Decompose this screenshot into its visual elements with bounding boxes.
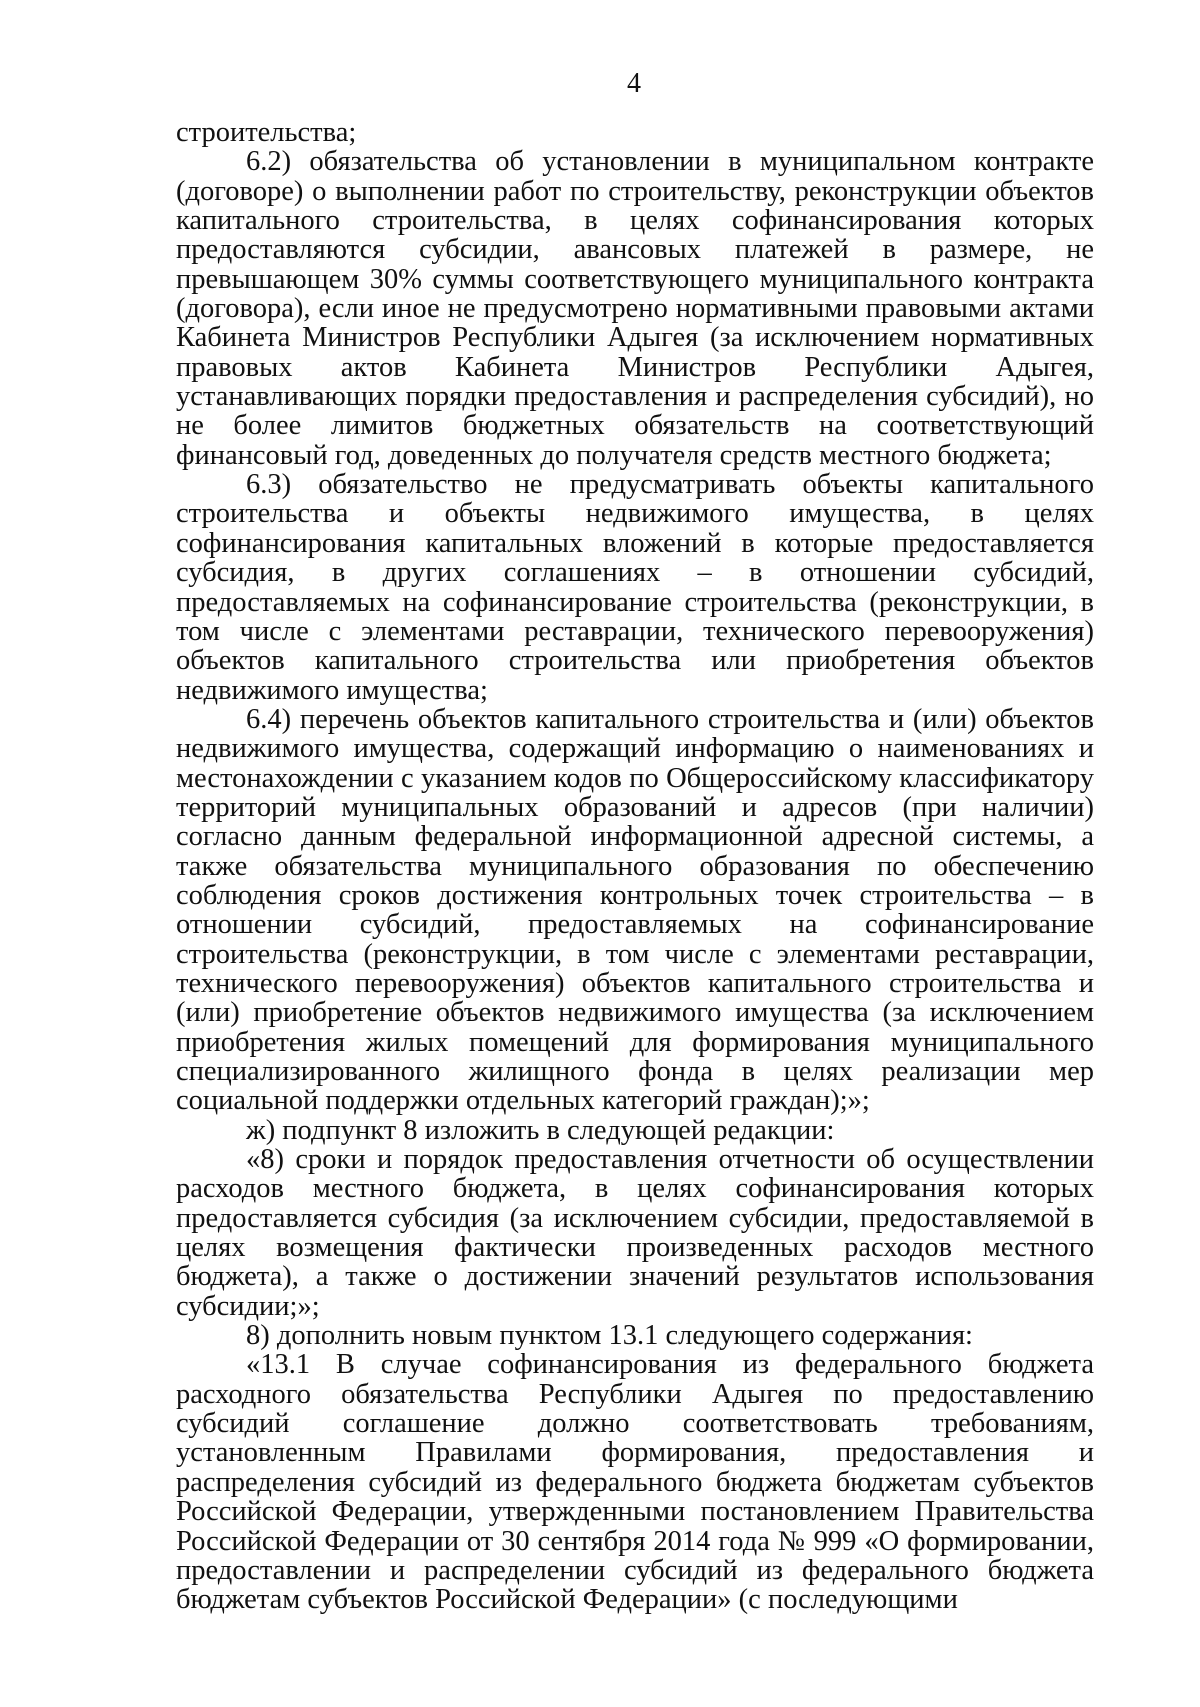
paragraph-1: строительства;: [176, 117, 357, 148]
paragraph-8-quote: «8) сроки и порядок предоставления отчетности об осуществлении расходов местного бюджета, в целях софинансирования которых предоставляется субсидия (за исключением субсидии, предоставляемой в целях возмещения фактически произведенных расходов местного бюджета), а также о достижении значений результатов использования субсидии;»;: [176, 1144, 1094, 1322]
paragraph-6-3: 6.3) обязательство не предусматривать объекты капитального строительства и объекты недвижимого имущества, в целях софинансирования капитальных вложений в которые предоставляется субсидия, в других соглашениях – в отношении субсидий, предоставляемых на софинансирование строительства (реконструкции, в том числе с элементами реставрации, технического перевооружения) объектов капитального строительства или приобретения объектов недвижимого имущества;: [176, 469, 1094, 706]
document-body: [176, 118, 1094, 1615]
paragraph-6-2: 6.2) обязательства об установлении в муниципальном контракте (договоре) о выполнении работ по строительству, реконструкции объектов капитального строительства, в целях софинансирования которых предоставляются субсидии, авансовых платежей в размере, не превышающем 30% суммы соответствующего муниципального контракта (договора), если иное не предусмотрено нормативными правовыми актами Кабинета Министров Республики Адыгея (за исключением нормативных правовых актов Кабинета Министров Республики Адыгея, устанавливающих порядки предоставления и распределения субсидий), но не более лимитов бюджетных обязательств на соответствующий финансовый год, доведенных до получателя средств местного бюджета;: [176, 146, 1094, 471]
page-number: 4: [627, 68, 641, 99]
paragraph-6-4: 6.4) перечень объектов капитального строительства и (или) объектов недвижимого имущества, содержащий информацию о наименованиях и местонахождении с указанием кодов по Общероссийскому классификатору территорий муниципальных образований и адресов (при наличии) согласно данным федеральной информационной адресной системы, а также обязательства муниципального образования по обеспечению соблюдения сроков достижения контрольных точек строительства – в отношении субсидий, предоставляемых на софинансирование строительства (реконструкции, в том числе с элементами реставрации, технического перевооружения) объектов капитального строительства и (или) приобретение объектов недвижимого имущества (за исключением приобретения жилых помещений для формирования муниципального специализированного жилищного фонда в целях реализации мер социальной поддержки отдельных категорий граждан);»;: [176, 703, 1094, 1117]
paragraph-zh: ж) подпункт 8 изложить в следующей редакции:: [246, 1114, 835, 1146]
paragraph-13-1: «13.1 В случае софинансирования из федерального бюджета расходного обязательства Республики Адыгея по предоставлению субсидий соглашение должно соответствовать требованиям, установленным Правилами формирования, предоставления и распределения субсидий из федерального бюджета бюджетам субъектов Российской Федерации, утвержденными постановлением Правительства Российской Федерации от 30 сентября 2014 года № 999 «О формировании, предоставлении и распределении субсидий из федерального бюджета бюджетам субъектов Российской Федерации» (с последующими: [176, 1349, 1094, 1616]
paragraph-8-add: 8) дополнить новым пунктом 13.1 следующего содержания:: [246, 1320, 973, 1352]
